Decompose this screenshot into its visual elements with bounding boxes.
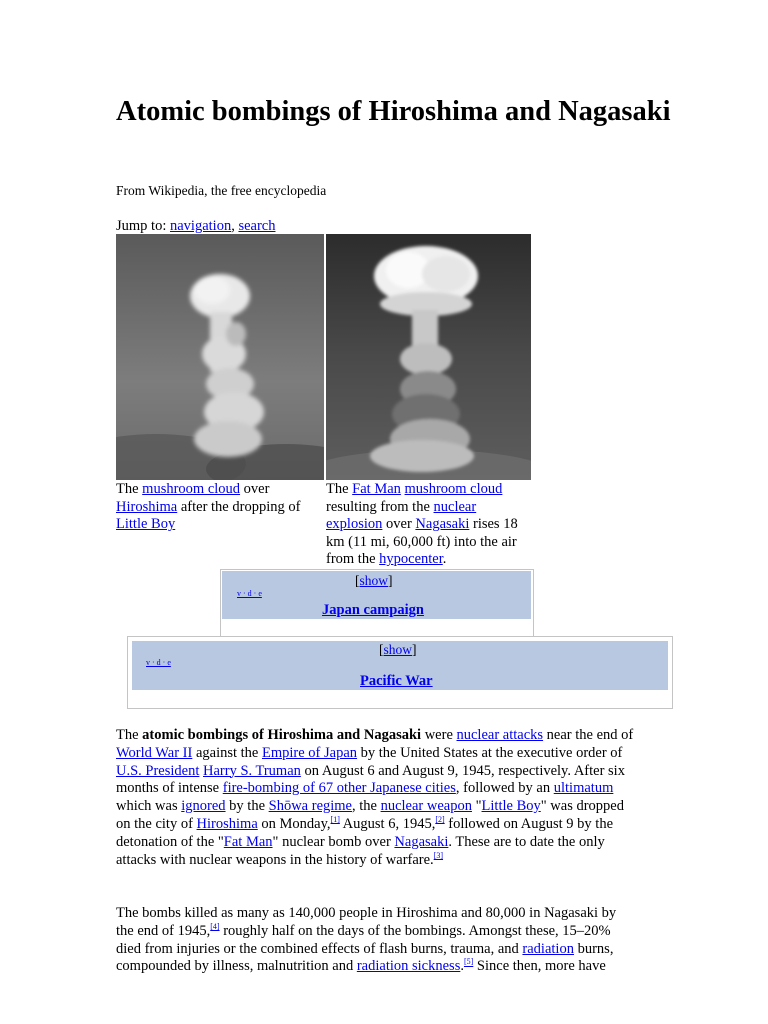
hiroshima-cloud-photo[interactable] bbox=[116, 234, 324, 480]
jump-navigation-link[interactable]: navigation bbox=[169, 218, 232, 234]
mushroom-cloud-link[interactable]: mushroom cloud bbox=[404, 481, 503, 497]
nuclear-weapon-link[interactable]: nuclear weapon bbox=[380, 798, 472, 815]
text: " bbox=[471, 798, 482, 815]
caption-text: The bbox=[116, 481, 143, 497]
text: , the bbox=[352, 798, 381, 815]
fat-man-link[interactable]: Fat Man bbox=[352, 481, 401, 497]
hypocenter-link[interactable]: hypocenter bbox=[379, 551, 443, 568]
jump-to-links bbox=[116, 217, 275, 235]
text: against the bbox=[192, 744, 262, 761]
text: . These are to date the only attacks with nuclear weapons in the history of warfare. bbox=[116, 833, 605, 868]
radiation-link[interactable]: radiation bbox=[522, 940, 574, 957]
text: near the end of bbox=[543, 727, 634, 743]
bracket: ] bbox=[412, 642, 417, 657]
article-subject: atomic bombings of Hiroshima and Nagasaki bbox=[142, 727, 422, 743]
text: were bbox=[421, 727, 457, 743]
hiroshima-caption bbox=[116, 481, 326, 534]
reference-link[interactable]: [1] bbox=[330, 815, 340, 825]
text: August 6, 1945, bbox=[339, 815, 436, 832]
site-tagline: From Wikipedia, the free encyclopedia bbox=[116, 183, 327, 198]
harry-truman-link[interactable]: Harry S. Truman bbox=[203, 762, 301, 779]
intro-paragraph bbox=[116, 727, 636, 869]
bracket: ] bbox=[388, 573, 393, 588]
text: roughly half on the days of the bombings. Amongst these, 15–20% died from injuries or the combined effects of flash burns, trauma, and bbox=[116, 922, 611, 957]
text: which was bbox=[116, 798, 182, 815]
vde-links[interactable]: v · d · e bbox=[237, 589, 262, 598]
caption-text: over bbox=[240, 481, 270, 497]
navbox-japan-campaign bbox=[220, 569, 534, 639]
jump-separator: , bbox=[231, 218, 239, 234]
little-boy-link[interactable]: Little Boy bbox=[481, 798, 541, 815]
caption-text: resulting from the bbox=[326, 498, 434, 515]
text: on Monday, bbox=[257, 815, 331, 832]
nagasaki-cloud-photo[interactable] bbox=[326, 234, 531, 480]
text: The bombs killed as many as 140,000 people in Hiroshima and 80,000 in Nagasaki by the end of 1945, bbox=[116, 905, 617, 939]
ignored-link[interactable]: ignored bbox=[181, 798, 226, 815]
fire-bombing-link[interactable]: fire-bombing of 67 other Japanese cities bbox=[222, 780, 456, 797]
radiation-sickness-link[interactable]: radiation sickness bbox=[356, 958, 461, 975]
reference-link[interactable]: [3] bbox=[433, 850, 444, 860]
caption-text: over bbox=[382, 516, 416, 533]
navbox-title-link[interactable]: Pacific War bbox=[360, 673, 433, 689]
little-boy-link[interactable]: Little Boy bbox=[116, 516, 176, 533]
nuclear-attacks-link[interactable]: nuclear attacks bbox=[456, 727, 544, 743]
show-button[interactable]: show bbox=[383, 642, 413, 657]
text: . bbox=[460, 958, 464, 975]
text: on August 6 and August 9, 1945, respectively. After six months of intense bbox=[116, 762, 625, 797]
vde-links[interactable]: v · d · e bbox=[146, 658, 171, 667]
caption-text: The bbox=[326, 481, 353, 497]
bracket: [ bbox=[379, 642, 384, 657]
reference-link[interactable]: [5] bbox=[463, 957, 474, 967]
show-button[interactable]: show bbox=[359, 573, 389, 588]
casualties-paragraph bbox=[116, 905, 636, 976]
nuclear-explosion-link[interactable]: nuclear explosion bbox=[326, 498, 477, 533]
caption-text: . bbox=[442, 551, 447, 568]
text: by the bbox=[225, 798, 269, 815]
reference-link[interactable]: [4] bbox=[210, 921, 220, 931]
hiroshima-link[interactable]: Hiroshima bbox=[196, 815, 258, 832]
jump-search-link[interactable]: search bbox=[238, 218, 276, 234]
empire-of-japan-link[interactable]: Empire of Japan bbox=[262, 744, 358, 761]
page-title: Atomic bombings of Hiroshima and Nagasaki bbox=[116, 96, 671, 127]
us-president-link[interactable]: U.S. President bbox=[116, 762, 200, 779]
showa-regime-link[interactable]: Shōwa regime bbox=[268, 798, 352, 815]
ultimatum-link[interactable]: ultimatum bbox=[553, 780, 614, 797]
world-war-ii-link[interactable]: World War II bbox=[116, 744, 193, 761]
nagasaki-link[interactable]: Nagasaki bbox=[415, 516, 470, 533]
text: by the United States at the executive order of bbox=[357, 744, 623, 761]
nagasaki-caption bbox=[326, 481, 534, 569]
text: " nuclear bomb over bbox=[272, 833, 395, 850]
caption-text: rises 18 km (11 mi, 60,000 ft) into the air from the bbox=[326, 516, 518, 568]
show-toggle bbox=[355, 572, 393, 590]
navbox-title-link[interactable]: Japan campaign bbox=[322, 602, 424, 618]
text: followed on August 9 by the detonation of the " bbox=[116, 815, 614, 850]
navbox-pacific-war bbox=[127, 636, 673, 709]
text: The bbox=[116, 727, 143, 743]
mushroom-cloud-link[interactable]: mushroom cloud bbox=[142, 481, 241, 497]
jump-to-label: Jump to: bbox=[116, 218, 170, 234]
bracket: [ bbox=[355, 573, 360, 588]
caption-text: after the dropping of bbox=[177, 498, 301, 515]
nagasaki-link[interactable]: Nagasaki bbox=[394, 833, 449, 850]
text: burns, compounded by illness, malnutrition and bbox=[116, 940, 614, 975]
show-toggle bbox=[379, 641, 417, 659]
hiroshima-link[interactable]: Hiroshima bbox=[116, 498, 178, 515]
reference-link[interactable]: [2] bbox=[435, 815, 445, 825]
text: " was dropped on the city of bbox=[116, 798, 624, 832]
fat-man-link[interactable]: Fat Man bbox=[223, 833, 273, 850]
text: , followed by an bbox=[455, 780, 554, 797]
text: Since then, more have bbox=[473, 958, 606, 975]
